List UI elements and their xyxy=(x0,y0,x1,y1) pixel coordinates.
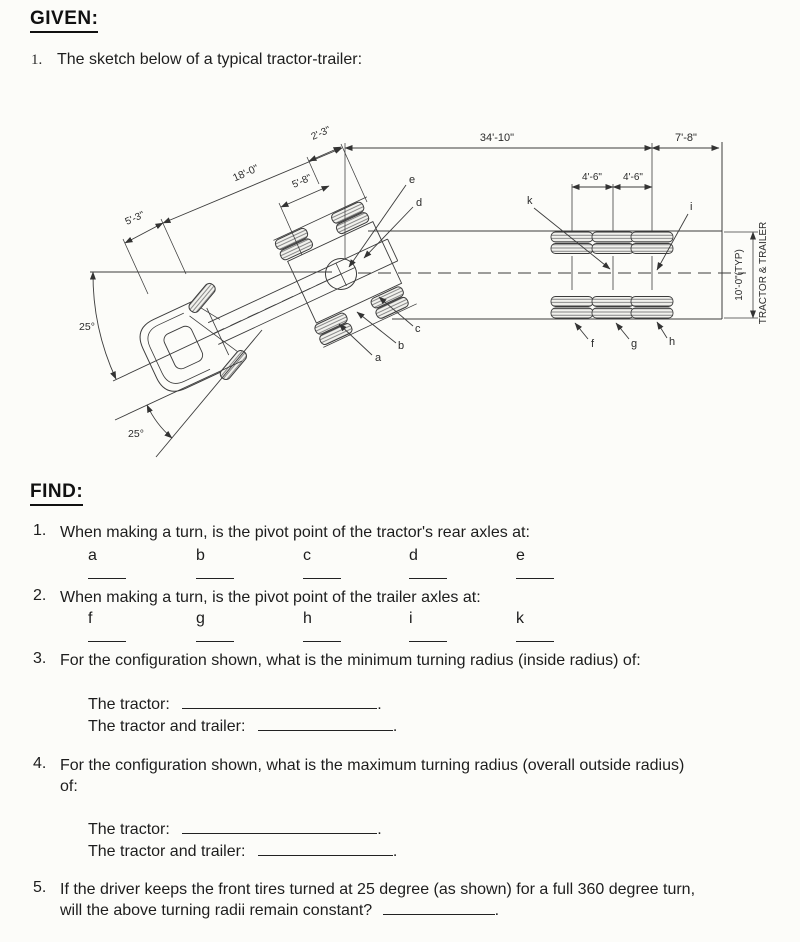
top-dimensions xyxy=(345,143,719,260)
q2-option-k: k xyxy=(516,610,524,627)
q4-line2-label: The tractor and trailer: xyxy=(88,843,246,860)
q3-tractor-trailer-blank xyxy=(258,717,393,731)
dim-7-8: 7'-8" xyxy=(675,132,697,144)
q4-line1 xyxy=(88,819,382,840)
q3-line2-label: The tractor and trailer: xyxy=(88,718,246,735)
dim-5-3: 5'-3" xyxy=(123,209,147,228)
q3-number: 3. xyxy=(33,650,47,667)
q3-line1 xyxy=(88,694,382,715)
q1-blank-a xyxy=(88,565,126,579)
q2-blank-k xyxy=(516,628,554,642)
steer-angle-label: 25° xyxy=(128,428,144,440)
q2-blank-g xyxy=(196,628,234,642)
point-label-e: e xyxy=(409,174,416,186)
q2-option-h: h xyxy=(303,610,312,627)
q5-number: 5. xyxy=(33,879,47,896)
leader-lines xyxy=(339,185,688,355)
dim-4-6-a: 4'-6" xyxy=(582,172,602,183)
q2-text: When making a turn, is the pivot point of the trailer axles at: xyxy=(60,589,481,606)
q5-text xyxy=(60,879,720,921)
dim-4-6-b: 4'-6" xyxy=(623,172,643,183)
q3-text: For the configuration shown, what is the minimum turning radius (inside radius) of: xyxy=(60,652,641,669)
trailer-wheels xyxy=(551,232,673,318)
q1-option-a: a xyxy=(88,547,97,564)
q5-period: . xyxy=(494,902,500,919)
given-item-text: The sketch below of a typical tractor-trailer: xyxy=(57,51,363,68)
q1-blank-b xyxy=(196,565,234,579)
q2-blank-f xyxy=(88,628,126,642)
articulation-angle-label: 25° xyxy=(79,321,95,333)
angle-construction xyxy=(93,272,341,457)
q1-number: 1. xyxy=(33,522,47,539)
q5-answer-blank xyxy=(383,901,495,915)
point-label-d: d xyxy=(416,197,423,209)
q1-option-d: d xyxy=(409,547,418,564)
q3-line2-period: . xyxy=(392,718,398,735)
find-heading: FIND: xyxy=(30,481,83,506)
trailer-outline xyxy=(90,142,746,319)
point-label-h: h xyxy=(669,336,676,348)
q2-option-g: g xyxy=(196,610,205,627)
width-dimension xyxy=(724,232,758,318)
given-item-number: 1. xyxy=(31,52,43,68)
fifth-wheel-circle xyxy=(320,253,361,294)
tractor-drawing xyxy=(125,196,418,416)
q2-blank-i xyxy=(409,628,447,642)
dim-34-10: 34'-10" xyxy=(479,132,515,144)
q4-line1-period: . xyxy=(377,821,382,838)
width-note-label: TRACTOR & TRAILER xyxy=(758,221,769,325)
point-label-k: k xyxy=(527,195,533,207)
q2-option-i: i xyxy=(409,610,413,627)
point-label-g: g xyxy=(631,338,638,350)
q1-blank-c xyxy=(303,565,341,579)
given-heading: GIVEN: xyxy=(30,8,98,33)
q3-tractor-blank xyxy=(182,695,377,709)
q1-option-c: c xyxy=(303,547,311,564)
point-label-b: b xyxy=(398,340,405,352)
point-label-a: a xyxy=(375,352,382,364)
q1-text: When making a turn, is the pivot point of the tractor's rear axles at: xyxy=(60,524,530,541)
dim-10-0-typ: 10'-0"(TYP) xyxy=(734,249,745,301)
q4-number: 4. xyxy=(33,755,47,772)
q2-number: 2. xyxy=(33,587,47,604)
q1-blank-d xyxy=(409,565,447,579)
q3-line2 xyxy=(88,716,397,737)
tractor-rear-wheels xyxy=(274,201,410,346)
point-label-i: i xyxy=(690,201,693,213)
q2-option-f: f xyxy=(88,610,93,627)
q4-line2-period: . xyxy=(392,843,398,860)
dim-2-3: 2'-3" xyxy=(309,124,333,143)
point-label-f: f xyxy=(591,338,595,350)
q4-tractor-blank xyxy=(182,820,377,834)
q4-tractor-trailer-blank xyxy=(258,842,393,856)
dim-18-0: 18'-0" xyxy=(231,162,261,185)
tractor-dimensions xyxy=(123,144,367,294)
tractor-cab xyxy=(134,297,234,398)
q4-line2 xyxy=(88,841,397,862)
q1-blank-e xyxy=(516,565,554,579)
q1-option-e: e xyxy=(516,547,525,564)
q4-text: For the configuration shown, what is the maximum turning radius (overall outside radius) of: xyxy=(60,757,685,795)
q2-blank-h xyxy=(303,628,341,642)
q3-line1-period: . xyxy=(377,696,382,713)
tractor-front-wheels xyxy=(181,279,255,383)
dim-5-8: 5'-8" xyxy=(290,172,314,191)
q3-line1-label: The tractor: xyxy=(88,696,170,713)
q5-question-text: If the driver keeps the front tires turned at 25 degree (as shown) for a full 360 degree turn, will the above turning radii remain constant? xyxy=(60,881,696,919)
point-label-c: c xyxy=(415,323,421,335)
q1-option-b: b xyxy=(196,547,205,564)
trailer-axles xyxy=(572,143,652,290)
q4-line1-label: The tractor: xyxy=(88,821,170,838)
